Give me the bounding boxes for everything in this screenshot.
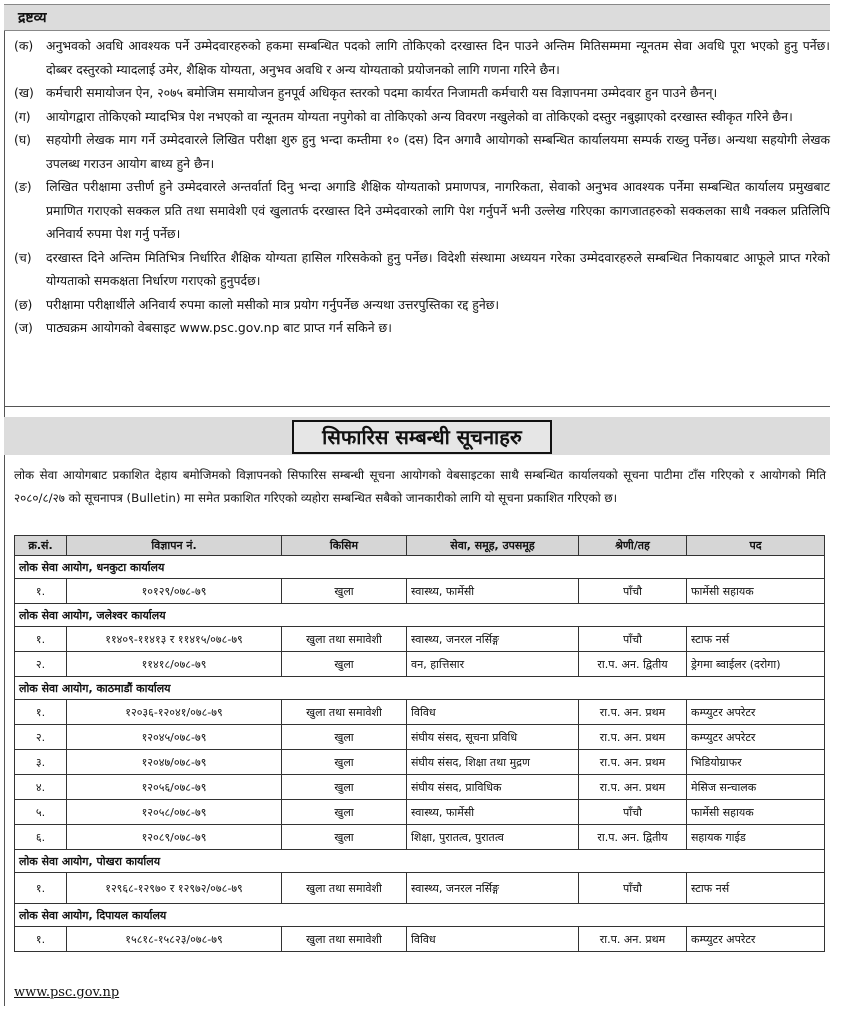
table-row — [15, 825, 825, 850]
note-marker: (च) — [14, 249, 32, 265]
note-text: लिखित परीक्षामा उत्तीर्ण हुने उम्मेदवारले अन्तर्वार्ता दिनु भन्दा अगाडि शैक्षिक योग्यताको प्रमाणपत्र, नागरिकता, सेवाको अनुभव आवश्यक पर्नेमा सम्बन्धित कार्यालय प्रमुखबाट प्रमाणित गराएको सक्कल प्रति तथा समावेशी एवं खुलातर्फ दरखास्त दिने उम्मेदवारको लागि पेश गर्नुपर्ने भनी उल्लेख गरिएका कागजातहरुको सक्कलका साथै नक्कल प्रतिलिपि अनिवार्य रुपमा पेश गर्नु पर्नेछ। — [46, 179, 830, 241]
note-item — [14, 34, 830, 81]
note-item — [14, 128, 830, 175]
note-item — [14, 246, 830, 293]
note-text: कर्मचारी समायोजन ऐन, २०७५ बमोजिम समायोजन हुनपूर्व अधिकृत स्तरको पदमा कार्यरत निजामती कर्मचारी यस विज्ञापनमा उम्मेदवार हुन पाउने छैनन्। — [46, 85, 718, 100]
note-marker: (ग) — [14, 108, 31, 124]
table-cell: पाँचौ — [579, 579, 687, 604]
table-cell: खुला — [282, 825, 407, 850]
note-item — [14, 293, 830, 317]
table-row — [15, 700, 825, 725]
table-cell: विविध — [407, 927, 579, 952]
note-item — [14, 105, 830, 129]
office-name: लोक सेवा आयोग, जलेश्वर कार्यालय — [15, 604, 825, 627]
note-marker: (ङ) — [14, 179, 32, 194]
column-header: विज्ञापन नं. — [67, 536, 282, 556]
table-row — [15, 652, 825, 677]
table-cell: पाँचौ — [579, 800, 687, 825]
table-cell: खुला तथा समावेशी — [282, 873, 407, 904]
table-cell: १. — [15, 700, 67, 725]
table-cell: खुला — [282, 725, 407, 750]
table-cell: पाँचौ — [579, 873, 687, 904]
table-cell: संघीय संसद, शिक्षा तथा मुद्रण — [407, 750, 579, 775]
table-cell: रा.प. अन. द्वितीय — [579, 652, 687, 677]
table-cell: खुला — [282, 800, 407, 825]
table-cell: ११४०९-११४१३ र ११४१५/०७८-७९ — [67, 627, 282, 652]
table-cell: संघीय संसद, प्राविधिक — [407, 775, 579, 800]
notes-header — [4, 4, 830, 31]
table-cell: पाँचौ — [579, 627, 687, 652]
table-cell: १२०३६-१२०४१/०७८-७९ — [67, 700, 282, 725]
table-cell: खुला — [282, 775, 407, 800]
table-cell: ४. — [15, 775, 67, 800]
table-cell: कम्प्युटर अपरेटर — [687, 725, 825, 750]
table-cell: मेसिज सन्चालक — [687, 775, 825, 800]
office-row — [15, 850, 825, 873]
table-cell: १. — [15, 579, 67, 604]
table-cell: ६. — [15, 825, 67, 850]
column-header: पद — [687, 536, 825, 556]
table-row — [15, 873, 825, 904]
table-row — [15, 627, 825, 652]
left-border — [4, 4, 5, 1006]
table-row — [15, 927, 825, 952]
note-text: सहयोगी लेखक माग गर्ने उम्मेदवारले लिखित परीक्षा शुरु हुनु भन्दा कम्तीमा १० (दस) दिन अगावै आयोगको सम्बन्धित कार्यालयमा सम्पर्क राख्नु पर्नेछ। अन्यथा सहयोगी लेखक उपलब्ध गराउन आयोग बाध्य हुने छैन। — [46, 132, 830, 171]
table-cell: ५. — [15, 800, 67, 825]
note-text: दरखास्त दिने अन्तिम मितिभित्र निर्धारित शैक्षिक योग्यता हासिल गरिसकेको हुनु पर्नेछ। विदेशी संस्थामा अध्ययन गरेका उम्मेदवारहरुले सम्बन्धित निकायबाट आफूले प्राप्त गरेको योग्यताको समकक्षता निर्धारण गराएको हुनुपर्दछ। — [46, 249, 830, 288]
notes-heading: द्रष्टव्य — [18, 10, 47, 26]
note-marker: (ख) — [14, 85, 34, 100]
section-intro: लोक सेवा आयोगबाट प्रकाशित देहाय बमोजिमको विज्ञापनको सिफारिस सम्बन्धी सूचना आयोगको वेबसाइटका साथै सम्बन्धित कार्यालयको सूचना पाटीमा टाँस गरिएको र आयोगको मिति २०८०/८/२७ को सूचनापत्र (Bulletin) मा समेत प्रकाशित गरिएको व्यहोरा सम्बन्धित सबैको जानकारीको लागि यो सूचना प्रकाशित गरिएको छ। — [14, 468, 826, 505]
table-cell: १५८१८-१५८२३/०७८-७९ — [67, 927, 282, 952]
table-cell: रा.प. अन. प्रथम — [579, 775, 687, 800]
table-cell: वन, हात्तिसार — [407, 652, 579, 677]
column-header: किसिम — [282, 536, 407, 556]
table-row — [15, 725, 825, 750]
table-cell: कम्प्युटर अपरेटर — [687, 927, 825, 952]
note-item — [14, 175, 830, 246]
note-text: पाठ्यक्रम आयोगको वेबसाइट www.psc.gov.np बाट प्राप्त गर्न सकिने छ। — [46, 320, 392, 335]
office-name: लोक सेवा आयोग, दिपायल कार्यालय — [15, 904, 825, 927]
office-name: लोक सेवा आयोग, काठमाडौं कार्यालय — [15, 677, 825, 700]
note-marker: (ज) — [14, 320, 33, 335]
table-cell: खुला — [282, 652, 407, 677]
table-row — [15, 750, 825, 775]
office-row — [15, 904, 825, 927]
table-cell: १. — [15, 927, 67, 952]
table-cell: खुला तथा समावेशी — [282, 927, 407, 952]
note-marker: (घ) — [14, 132, 31, 147]
table-cell: संघीय संसद, सूचना प्रविधि — [407, 725, 579, 750]
table-cell: ११४१८/०७८-७९ — [67, 652, 282, 677]
footer-url[interactable]: www.psc.gov.np — [14, 985, 120, 1000]
table-cell: स्वास्थ्य, फार्मेसी — [407, 579, 579, 604]
table-cell: रा.प. अन. प्रथम — [579, 725, 687, 750]
table-cell: २. — [15, 725, 67, 750]
table-cell: स्टाफ नर्स — [687, 873, 825, 904]
note-marker: (क) — [14, 38, 34, 53]
table-cell: खुला तथा समावेशी — [282, 700, 407, 725]
office-row — [15, 677, 825, 700]
table-row — [15, 579, 825, 604]
table-cell: रा.प. अन. द्वितीय — [579, 825, 687, 850]
table-body — [15, 556, 825, 952]
table-cell: स्वास्थ्य, फार्मेसी — [407, 800, 579, 825]
notes-list — [14, 34, 830, 340]
notes-divider — [4, 406, 830, 407]
column-header: क्र.सं. — [15, 536, 67, 556]
note-item — [14, 316, 830, 340]
table-cell: १२०४५/०७८-७९ — [67, 725, 282, 750]
table-cell: रा.प. अन. प्रथम — [579, 700, 687, 725]
recommendation-table — [14, 535, 825, 952]
column-header: सेवा, समूह, उपसमूह — [407, 536, 579, 556]
table-cell: विविध — [407, 700, 579, 725]
table-cell: फार्मेसी सहायक — [687, 579, 825, 604]
table-cell: स्वास्थ्य, जनरल नर्सिङ्ग — [407, 873, 579, 904]
table-cell: रा.प. अन. प्रथम — [579, 750, 687, 775]
table-cell: १२०५८/०७८-७९ — [67, 800, 282, 825]
note-item — [14, 81, 830, 105]
table-cell: ड्रेगमा ब्वाईलर (दरोगा) — [687, 652, 825, 677]
table-cell: भिडियोग्राफर — [687, 750, 825, 775]
table-cell: १. — [15, 873, 67, 904]
table-cell: १२०८९/०७८-७९ — [67, 825, 282, 850]
table-row — [15, 775, 825, 800]
table-cell: १०१२९/०७८-७९ — [67, 579, 282, 604]
table-cell: कम्प्युटर अपरेटर — [687, 700, 825, 725]
table-cell: २. — [15, 652, 67, 677]
table-cell: स्टाफ नर्स — [687, 627, 825, 652]
table-cell: १२०५६/०७८-७९ — [67, 775, 282, 800]
note-text: परीक्षामा परीक्षार्थीले अनिवार्य रुपमा कालो मसीको मात्र प्रयोग गर्नुपर्नेछ अन्यथा उत्तरपुस्तिका रद्द हुनेछ। — [46, 296, 500, 312]
table-cell: खुला — [282, 579, 407, 604]
table-cell: खुला — [282, 750, 407, 775]
table-cell: शिक्षा, पुरातत्व, पुरातत्व — [407, 825, 579, 850]
table-cell: १२९६८-१२९७० र १२९७२/०७८-७९ — [67, 873, 282, 904]
column-header: श्रेणी/तह — [579, 536, 687, 556]
office-row — [15, 604, 825, 627]
note-text: अनुभवको अवधि आवश्यक पर्ने उम्मेदवारहरुको हकमा सम्बन्धित पदको लागि तोकिएको दरखास्त दिन पाउने अन्तिम मितिसम्ममा न्यूनतम सेवा अवधि पूरा भएको हुनु पर्नेछ। दोब्बर दस्तुरको म्यादलाई उमेर, शैक्षिक योग्यता, अनुभव अवधि र अन्य योग्यताको प्रयोजनको लागि गणना गरिने छैन। — [46, 38, 830, 77]
section-title: सिफारिस सम्बन्धी सूचनाहरु — [292, 420, 552, 454]
note-marker: (छ) — [14, 296, 33, 312]
table-cell: फार्मेसी सहायक — [687, 800, 825, 825]
table-cell: सहायक गाईड — [687, 825, 825, 850]
table-cell: रा.प. अन. प्रथम — [579, 927, 687, 952]
table-cell: १२०४७/०७८-७९ — [67, 750, 282, 775]
table-row — [15, 800, 825, 825]
table-header-row — [15, 536, 825, 556]
office-name: लोक सेवा आयोग, धनकुटा कार्यालय — [15, 556, 825, 579]
office-name: लोक सेवा आयोग, पोखरा कार्यालय — [15, 850, 825, 873]
table-cell: खुला तथा समावेशी — [282, 627, 407, 652]
table-cell: स्वास्थ्य, जनरल नर्सिङ्ग — [407, 627, 579, 652]
office-row — [15, 556, 825, 579]
table-cell: १. — [15, 627, 67, 652]
note-text: आयोगद्वारा तोकिएको म्यादभित्र पेश नभएको वा न्यूनतम योग्यता नपुगेको वा तोकिएको अन्य विवरण नखुलेको वा तोकिएको दस्तुर नबुझाएको दरखास्त स्वीकृत गरिने छैन। — [46, 108, 793, 124]
table-cell: ३. — [15, 750, 67, 775]
